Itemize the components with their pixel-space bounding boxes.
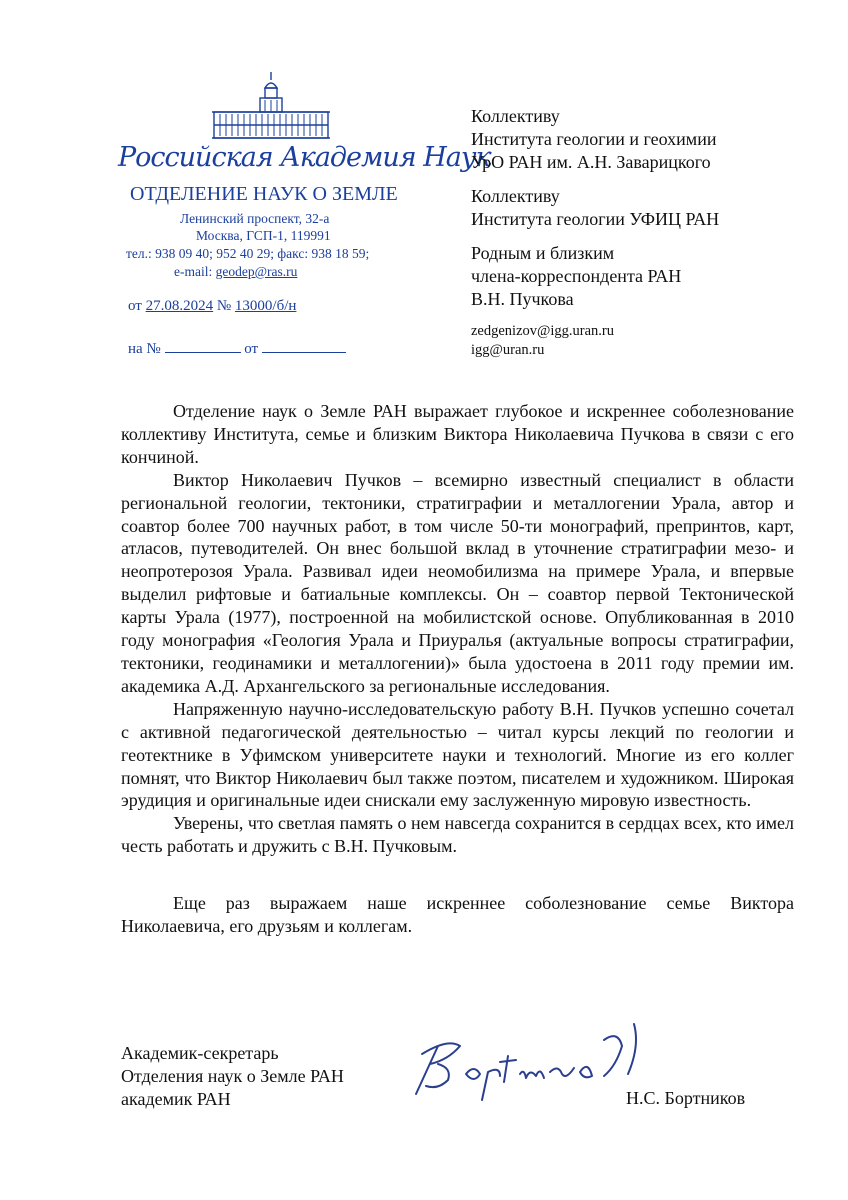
- body-paragraph: Еще раз выражаем наше искреннее соболезнование семье Виктора Николаевича, его друзьям и коллегам.: [121, 893, 794, 937]
- incoming-reference: [128, 338, 346, 358]
- department-name: ОТДЕЛЕНИЕ НАУК О ЗЕМЛЕ: [130, 183, 398, 205]
- addressee-email[interactable]: zedgenizov@igg.uran.ru: [471, 323, 614, 339]
- email-line: [174, 264, 297, 280]
- handwritten-signature: [408, 1016, 648, 1106]
- addressee-1: [471, 105, 801, 174]
- body-paragraph: Отделение наук о Земле РАН выражает глубокое и искреннее соболезнование коллективу Института, семье и близким Виктора Николаевича Пучкова в связи с его кончиной.: [121, 401, 794, 467]
- reply-number-blank: [165, 338, 241, 353]
- addressee-line: В.Н. Пучкова: [471, 289, 574, 309]
- addressee-2: [471, 185, 801, 231]
- position-line: Отделения наук о Земле РАН: [121, 1066, 344, 1086]
- email-label: e-mail:: [174, 264, 216, 279]
- body-paragraph: Уверены, что светлая память о нем навсегда сохранится в сердцах всех, кто имел честь работать и дружить с В.Н. Пучковым.: [121, 813, 794, 857]
- body-paragraph: Напряженную научно-исследовательскую работу В.Н. Пучков успешно сочетал с активной педагогической деятельностью – читал курсы лекций по геологии и геотектнике в Уфимском университете науки и технологий. Многие из его коллег помнят, что Виктор Николаевич был также поэтом, писателем и художником. Широкая эрудиция и оригинальные идеи снискали ему заслуженную мировую известность.: [121, 698, 794, 811]
- date-prefix: от: [128, 298, 146, 314]
- number-prefix: №: [213, 298, 235, 314]
- addressee-line: Коллективу: [471, 106, 560, 126]
- addressee-line: Родным и близким: [471, 243, 615, 263]
- academy-building-logo: [210, 70, 332, 142]
- body-paragraph: Виктор Николаевич Пучков – всемирно известный специалист в области региональной геологии, тектоники, стратиграфии и металлогении Урала, автор и соавтор более 700 научных работ, в том числе 50-ти монографий, препринтов, карт, атласов, путеводителей. Он внес большой вклад в уточнение стратиграфии мезо- и неопротерозоя Урала. Развивал идеи неомобилизма на примере Урала, и впервые выделил рифтовые и батиальные комплексы. Он – соавтор первой Тектонической карты Урала (1977), построенной на мобилистской основе. Опубликованная в 2010 году монография «Геология Урала и Приуралья (актуальные вопросы стратиграфии, тектоники, геодинамики и металлогении)» была удостоена в 2011 году премии им. академика А.Д. Архангельского за региональные исследования.: [121, 469, 794, 696]
- addressee-email[interactable]: igg@uran.ru: [471, 342, 545, 358]
- reply-prefix: на №: [128, 341, 165, 357]
- signatory-position: [121, 1042, 344, 1111]
- addressee-line: Института геологии и геохимии: [471, 129, 717, 149]
- academy-name: Российская Академия Наук: [118, 142, 491, 173]
- addressee-line: члена-корреспондента РАН: [471, 266, 682, 286]
- addressee-line: Института геологии УФИЦ РАН: [471, 209, 720, 229]
- letter-body: [121, 400, 794, 938]
- signatory-name: Н.С. Бортников: [626, 1088, 746, 1108]
- addressee-emails: [471, 322, 801, 360]
- addressee-line: УрО РАН им. А.Н. Заварицкого: [471, 152, 711, 172]
- letter-number: 13000/б/н: [234, 298, 297, 314]
- position-line: Академик-секретарь: [121, 1043, 279, 1063]
- addressee-line: Коллективу: [471, 186, 560, 206]
- address-street: Ленинский проспект, 32-а: [180, 211, 330, 226]
- address-city: Москва, ГСП-1, 119991: [196, 228, 331, 243]
- reply-middle: от: [240, 341, 262, 357]
- phone-fax-line: тел.: 938 09 40; 952 40 29; факс: 938 18 59;: [126, 246, 370, 261]
- addressee-3: [471, 242, 801, 311]
- outgoing-reference: [128, 298, 296, 315]
- letter-date: 27.08.2024: [145, 298, 214, 314]
- position-line: академик РАН: [121, 1089, 231, 1109]
- addressee-block: [471, 105, 801, 360]
- email-link[interactable]: geodep@ras.ru: [215, 264, 298, 279]
- reply-date-blank: [262, 338, 346, 353]
